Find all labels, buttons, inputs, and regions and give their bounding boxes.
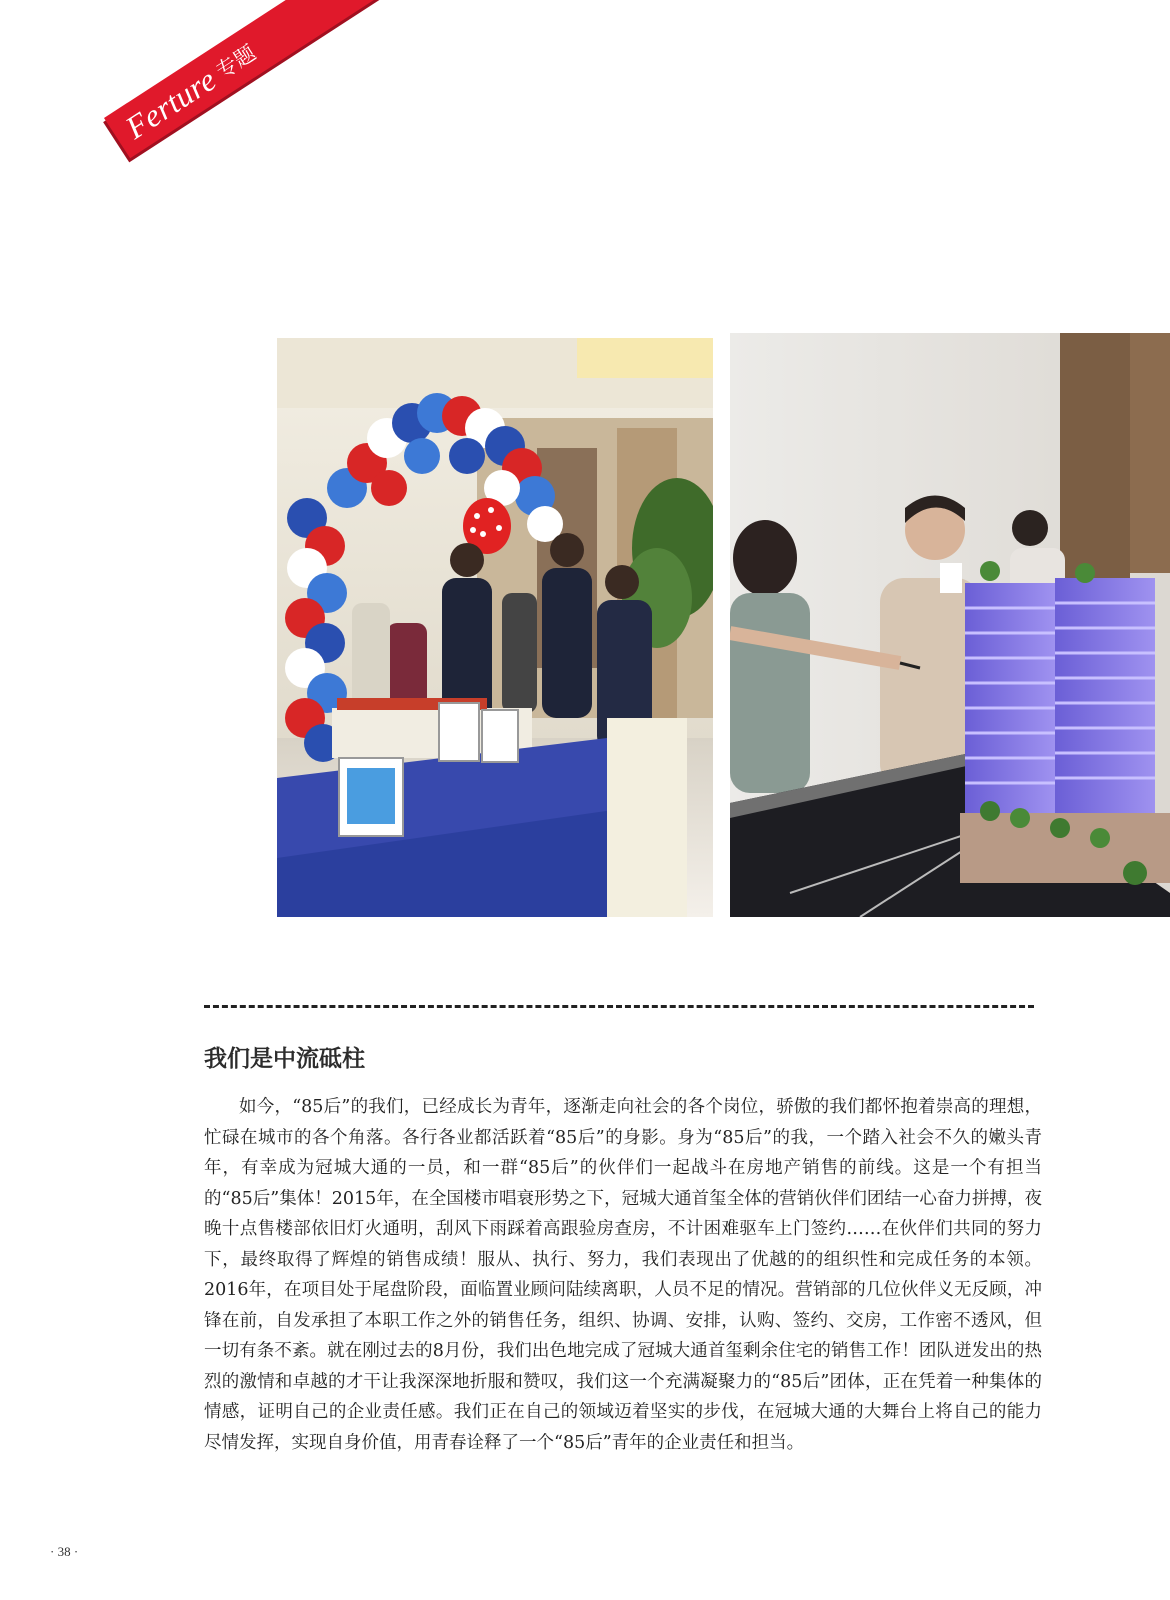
ribbon-chinese-text: 专题 [211,40,261,84]
page-number: · 38 · [50,1544,79,1559]
article-body: 如今，“85后”的我们，已经成长为青年，逐渐走向社会的各个岗位，骄傲的我们都怀抱着崇高的理想，忙碌在城市的各个角落。各行各业都活跃着“85后”的身影。身为“85后”的我，一个踏入社会不久的嫩头青年，有幸成为冠城大通的一员，和一群“85后”的伙伴们一起战斗在房地产销售的前线。这是一个有担当的“85后”集体！2015年，在全国楼市唱衰形势之下，冠城大通首玺全体的营销伙伴们团结一心奋力拼搏，夜晚十点售楼部依旧灯火通明，刮风下雨踩着高跟验房查房，不计困难驱车上门签约……在伙伴们共同的努力下，最终取得了辉煌的销售成绩！服从、执行、努力，我们表现出了优越的的组织性和完成任务的本领。2016年，在项目处于尾盘阶段，面临置业顾问陆续离职，人员不足的情况。营销部的几位伙伴义无反顾，冲锋在前，自发承担了本职工作之外的销售任务，组织、协调、安排，认购、签约、交房，工作密不透风，但一切有条不紊。就在刚过去的8月份，我们出色地完成了冠城大通首玺剩余住宅的销售工作！团队迸发出的热烈的激情和卓越的才干让我深深地折服和赞叹，我们这一个充满凝聚力的“85后”团体，正在凭着一种集体的情感，证明自己的企业责任感。我们正在自己的领域迈着坚实的步伐，在冠城大通的大舞台上将自己的能力尽情发挥，实现自身价值，用青春诠释了一个“85后”青年的企业责任和担当。 [204,1097,1042,1453]
section-divider [204,1005,1034,1008]
section-title: 我们是中流砥柱 [204,1046,365,1072]
feature-ribbon [104,0,449,158]
sand-table-photo [730,333,1170,917]
event-balloon-photo [277,338,713,917]
ribbon-latin-text: Ferture [118,60,223,146]
